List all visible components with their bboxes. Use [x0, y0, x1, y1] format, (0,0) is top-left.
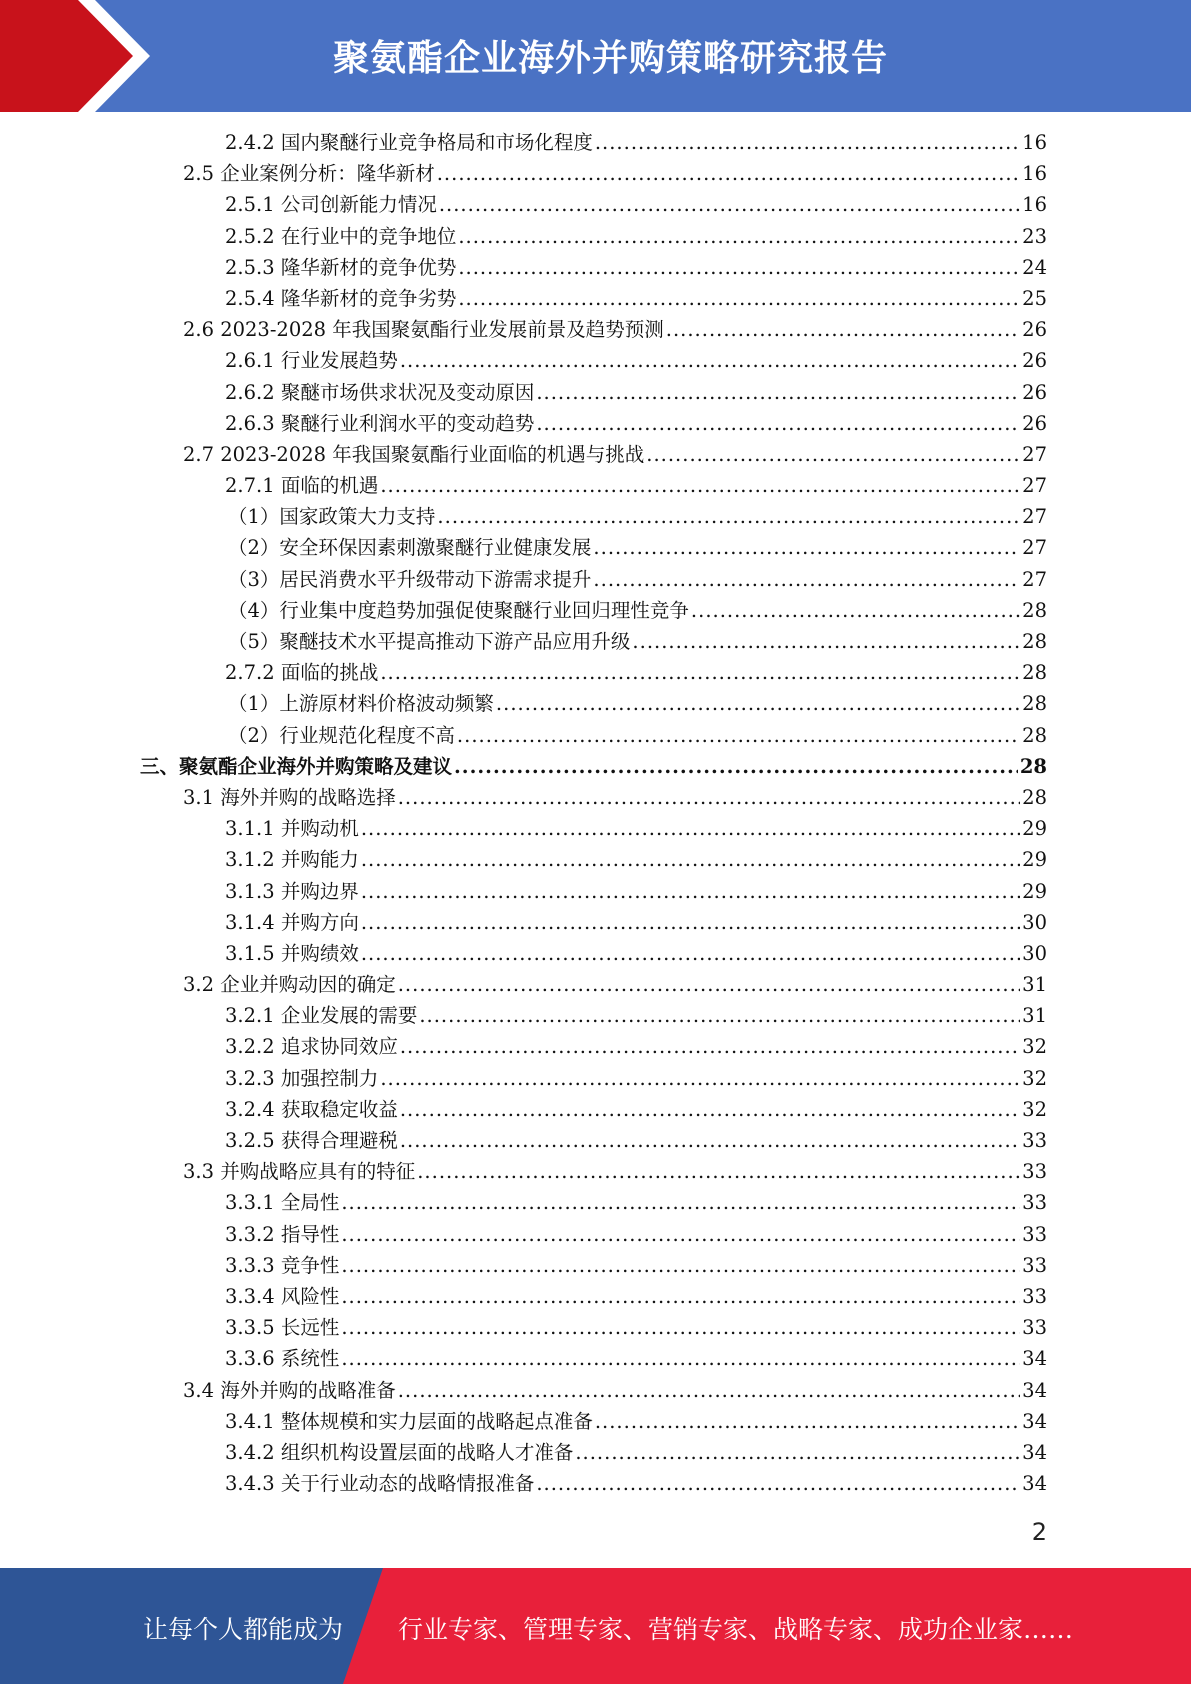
- toc-dot-leader: [458, 221, 1020, 252]
- toc-dot-leader: [454, 751, 1018, 782]
- toc-entry-page: 16: [1022, 162, 1047, 186]
- toc-entry-page: 34: [1022, 1378, 1047, 1402]
- toc-entry-page: 34: [1022, 1347, 1047, 1371]
- toc-entry-label: 3.3.2 指导性: [225, 1222, 340, 1246]
- toc-dot-leader: [536, 408, 1020, 439]
- toc-entry[interactable]: [0, 1094, 1191, 1125]
- toc-dot-leader: [341, 1250, 1020, 1281]
- toc-entry-label: 3.3.6 系统性: [225, 1347, 340, 1371]
- toc-dot-leader: [341, 1312, 1020, 1343]
- toc-dot-leader: [595, 1406, 1020, 1437]
- toc-entry-label: （2）安全环保因素刺激聚醚行业健康发展: [228, 536, 592, 560]
- toc-entry-page: 26: [1022, 380, 1047, 404]
- toc-entry[interactable]: [0, 1031, 1191, 1062]
- toc-entry-page: 28: [1022, 723, 1047, 747]
- toc-entry-label: 3.1.5 并购绩效: [225, 941, 359, 965]
- toc-dot-leader: [341, 1281, 1020, 1312]
- toc-entry-label: 3.4.2 组织机构设置层面的战略人才准备: [225, 1440, 574, 1464]
- toc-dot-leader: [398, 1375, 1020, 1406]
- toc-entry-page: 32: [1022, 1035, 1047, 1059]
- toc-entry-page: 33: [1022, 1284, 1047, 1308]
- toc-entry-page: 28: [1019, 754, 1047, 778]
- toc-entry-page: 26: [1022, 411, 1047, 435]
- toc-dot-leader: [400, 1031, 1020, 1062]
- toc-entry[interactable]: [0, 626, 1191, 657]
- toc-entry[interactable]: [0, 1187, 1191, 1218]
- toc-entry-page: 28: [1022, 692, 1047, 716]
- toc-entry-page: 25: [1022, 286, 1047, 310]
- toc-entry[interactable]: [0, 907, 1191, 938]
- toc-entry-label: （5）聚醚技术水平提高推动下游产品应用升级: [228, 630, 631, 653]
- toc-entry-page: 31: [1022, 973, 1047, 997]
- toc-entry[interactable]: [0, 938, 1191, 969]
- toc-entry-label: 3.4.1 整体规模和实力层面的战略起点准备: [225, 1409, 593, 1433]
- toc-dot-leader: [341, 1219, 1020, 1250]
- toc-dot-leader: [419, 1000, 1020, 1031]
- toc-entry[interactable]: [0, 844, 1191, 875]
- toc-entry[interactable]: [0, 969, 1191, 1000]
- toc-entry-page: 26: [1022, 318, 1047, 342]
- toc-entry[interactable]: [0, 1312, 1191, 1343]
- toc-entry-page: 28: [1022, 630, 1047, 653]
- toc-entry-label: （1）上游原材料价格波动频繁: [228, 692, 494, 716]
- toc-entry-page: 33: [1022, 1160, 1047, 1184]
- toc-dot-leader: [496, 688, 1020, 719]
- toc-entry[interactable]: [0, 283, 1191, 314]
- toc-entry-label: （2）行业规范化程度不高: [228, 723, 455, 747]
- toc-entry-label: 2.6 2023-2028 年我国聚氨酯行业发展前景及趋势预测: [183, 318, 664, 342]
- toc-entry-page: 24: [1022, 255, 1047, 279]
- toc-entry-label: 3.3 并购战略应具有的特征: [183, 1160, 416, 1184]
- toc-dot-leader: [458, 283, 1020, 314]
- toc-entry-label: （1）国家政策大力支持: [228, 505, 436, 529]
- toc-entry[interactable]: [0, 314, 1191, 345]
- toc-entry[interactable]: [0, 595, 1191, 626]
- toc-dot-leader: [437, 501, 1020, 532]
- toc-entry-page: 30: [1022, 941, 1047, 965]
- toc-entry[interactable]: [0, 1437, 1191, 1468]
- toc-entry-label: 3.1 海外并购的战略选择: [183, 785, 396, 809]
- toc-entry-page: 29: [1022, 848, 1047, 872]
- page-footer: [0, 1568, 1191, 1684]
- toc-entry-page: 33: [1022, 1316, 1047, 1340]
- toc-entry[interactable]: [0, 470, 1191, 501]
- toc-entry-page: 27: [1022, 567, 1047, 591]
- toc-entry-page: 31: [1022, 1004, 1047, 1028]
- toc-entry-label: 3.1.1 并购动机: [225, 817, 359, 841]
- toc-entry-page: 28: [1022, 661, 1047, 685]
- toc-entry-page: 32: [1022, 1097, 1047, 1121]
- toc-entry-label: 3.2.3 加强控制力: [225, 1066, 379, 1090]
- toc-entry-label: 三、聚氨酯企业海外并购策略及建议: [140, 754, 453, 778]
- toc-entry-label: 3.3.4 风险性: [225, 1284, 340, 1308]
- toc-entry-page: 16: [1022, 193, 1047, 217]
- footer-slogan-left: 让每个人都能成为: [143, 1615, 344, 1644]
- toc-entry[interactable]: [0, 532, 1191, 563]
- toc-entry[interactable]: [0, 252, 1191, 283]
- toc-dot-leader: [341, 1343, 1020, 1374]
- toc-dot-leader: [417, 1156, 1020, 1187]
- toc-entry-label: 2.5.3 隆华新材的竞争优势: [225, 255, 457, 279]
- toc-entry[interactable]: [0, 751, 1191, 782]
- toc-entry-page: 27: [1022, 442, 1047, 466]
- toc-dot-leader: [593, 532, 1020, 563]
- toc-entry[interactable]: [0, 221, 1191, 252]
- page-number: 2: [1031, 1518, 1047, 1546]
- toc-entry-label: 3.1.3 并购边界: [225, 879, 359, 903]
- toc-entry-label: 2.6.1 行业发展趋势: [225, 349, 398, 373]
- toc-dot-leader: [361, 938, 1020, 969]
- toc-dot-leader: [400, 1125, 1020, 1156]
- toc-dot-leader: [632, 626, 1020, 657]
- toc-entry-page: 34: [1022, 1472, 1047, 1496]
- toc-dot-leader: [575, 1437, 1020, 1468]
- toc-entry-page: 26: [1022, 349, 1047, 373]
- toc-entry[interactable]: [0, 439, 1191, 470]
- toc-dot-leader: [398, 969, 1020, 1000]
- toc-entry-label: 2.5.4 隆华新材的竞争劣势: [225, 286, 457, 310]
- toc-entry-label: 2.6.2 聚醚市场供求状况及变动原因: [225, 380, 535, 404]
- toc-entry[interactable]: [0, 657, 1191, 688]
- toc-entry-label: 2.7.1 面临的机遇: [225, 474, 379, 498]
- toc-entry[interactable]: [0, 377, 1191, 408]
- toc-dot-leader: [361, 907, 1020, 938]
- toc-entry-label: 2.5.1 公司创新能力情况: [225, 193, 437, 217]
- toc-entry-page: 30: [1022, 910, 1047, 934]
- toc-entry[interactable]: [0, 564, 1191, 595]
- document-title: 聚氨酯企业海外并购策略研究报告: [332, 38, 888, 79]
- toc-entry[interactable]: [0, 1063, 1191, 1094]
- toc-entry-page: 28: [1022, 785, 1047, 809]
- toc-entry[interactable]: [0, 1375, 1191, 1406]
- toc-dot-leader: [595, 127, 1020, 158]
- toc-dot-leader: [457, 720, 1020, 751]
- toc-entry-page: 33: [1022, 1129, 1047, 1152]
- toc-entry[interactable]: [0, 1343, 1191, 1374]
- toc-entry[interactable]: [0, 408, 1191, 439]
- toc-dot-leader: [361, 876, 1020, 907]
- toc-entry-page: 34: [1022, 1409, 1047, 1433]
- toc-entry-label: 3.2.5 获得合理避税: [225, 1129, 398, 1152]
- toc-dot-leader: [400, 345, 1020, 376]
- toc-dot-leader: [380, 1063, 1020, 1094]
- toc-entry-label: 2.4.2 国内聚醚行业竞争格局和市场化程度: [225, 131, 593, 154]
- toc-dot-leader: [536, 1468, 1020, 1499]
- footer-slogan-right: 行业专家、管理专家、营销专家、战略专家、成功企业家……: [398, 1615, 1074, 1644]
- toc-entry[interactable]: [0, 1406, 1191, 1437]
- toc-entry-page: 33: [1022, 1253, 1047, 1277]
- toc-entry-page: 27: [1022, 536, 1047, 560]
- toc-dot-leader: [646, 439, 1020, 470]
- toc-dot-leader: [398, 782, 1020, 813]
- toc-entry[interactable]: [0, 1468, 1191, 1499]
- toc-entry-label: 3.4.3 关于行业动态的战略情报准备: [225, 1472, 535, 1496]
- toc-entry-label: 2.7 2023-2028 年我国聚氨酯行业面临的机遇与挑战: [183, 442, 645, 466]
- toc-entry-page: 29: [1022, 817, 1047, 841]
- page-header: [0, 0, 1191, 112]
- toc-entry-page: 27: [1022, 474, 1047, 498]
- toc-entry[interactable]: [0, 1250, 1191, 1281]
- toc-entry-label: 3.2.2 追求协同效应: [225, 1035, 398, 1059]
- toc-dot-leader: [380, 470, 1020, 501]
- toc-entry-label: 3.3.3 竞争性: [225, 1253, 340, 1277]
- toc-entry[interactable]: [0, 876, 1191, 907]
- toc-dot-leader: [361, 844, 1020, 875]
- toc-entry[interactable]: [0, 1281, 1191, 1312]
- toc-entry[interactable]: [0, 782, 1191, 813]
- toc-dot-leader: [361, 813, 1020, 844]
- toc-entry[interactable]: [0, 1219, 1191, 1250]
- toc-entry-label: 3.3.1 全局性: [225, 1191, 340, 1215]
- toc-entry[interactable]: [0, 688, 1191, 719]
- toc-dot-leader: [380, 657, 1020, 688]
- toc-entry-page: 16: [1022, 131, 1047, 154]
- toc-entry-page: 23: [1022, 224, 1047, 248]
- toc-dot-leader: [458, 252, 1020, 283]
- toc-entry-label: 3.4 海外并购的战略准备: [183, 1378, 396, 1402]
- toc-entry-label: 2.7.2 面临的挑战: [225, 661, 379, 685]
- toc-entry-label: 3.2 企业并购动因的确定: [183, 973, 396, 997]
- toc-dot-leader: [437, 158, 1020, 189]
- toc-entry[interactable]: [0, 158, 1191, 189]
- toc-entry-page: 34: [1022, 1440, 1047, 1464]
- toc-entry-page: 33: [1022, 1191, 1047, 1215]
- toc-dot-leader: [666, 314, 1020, 345]
- toc-dot-leader: [536, 377, 1020, 408]
- toc-entry[interactable]: [0, 1125, 1191, 1156]
- toc-entry-label: 3.3.5 长远性: [225, 1316, 340, 1340]
- toc-entry[interactable]: [0, 1156, 1191, 1187]
- toc-entry[interactable]: [0, 813, 1191, 844]
- toc-dot-leader: [341, 1187, 1020, 1218]
- toc-entry-label: （3）居民消费水平升级带动下游需求提升: [228, 567, 592, 591]
- toc-entry-label: （4）行业集中度趋势加强促使聚醚行业回归理性竞争: [228, 598, 689, 622]
- toc-entry-page: 29: [1022, 879, 1047, 903]
- toc-dot-leader: [593, 564, 1020, 595]
- toc-entry-label: 2.5 企业案例分析：隆华新材: [183, 162, 435, 186]
- toc-entry[interactable]: [0, 127, 1191, 158]
- toc-entry[interactable]: [0, 1000, 1191, 1031]
- toc-entry-label: 2.6.3 聚醚行业利润水平的变动趋势: [225, 411, 535, 435]
- toc-dot-leader: [439, 189, 1020, 220]
- toc-entry-page: 27: [1022, 505, 1047, 529]
- toc-entry[interactable]: [0, 189, 1191, 220]
- toc-entry-label: 2.5.2 在行业中的竞争地位: [225, 224, 457, 248]
- toc-dot-leader: [691, 595, 1020, 626]
- toc-entry-page: 32: [1022, 1066, 1047, 1090]
- toc-entry-page: 33: [1022, 1222, 1047, 1246]
- toc-entry-label: 3.2.1 企业发展的需要: [225, 1004, 418, 1028]
- toc-entry-page: 28: [1022, 598, 1047, 622]
- toc-entry-label: 3.1.4 并购方向: [225, 910, 359, 934]
- toc-entry[interactable]: [0, 501, 1191, 532]
- table-of-contents: [0, 127, 1191, 1499]
- toc-dot-leader: [400, 1094, 1020, 1125]
- toc-entry[interactable]: [0, 720, 1191, 751]
- toc-entry-label: 3.1.2 并购能力: [225, 848, 359, 872]
- toc-entry-label: 3.2.4 获取稳定收益: [225, 1097, 398, 1121]
- toc-entry[interactable]: [0, 345, 1191, 376]
